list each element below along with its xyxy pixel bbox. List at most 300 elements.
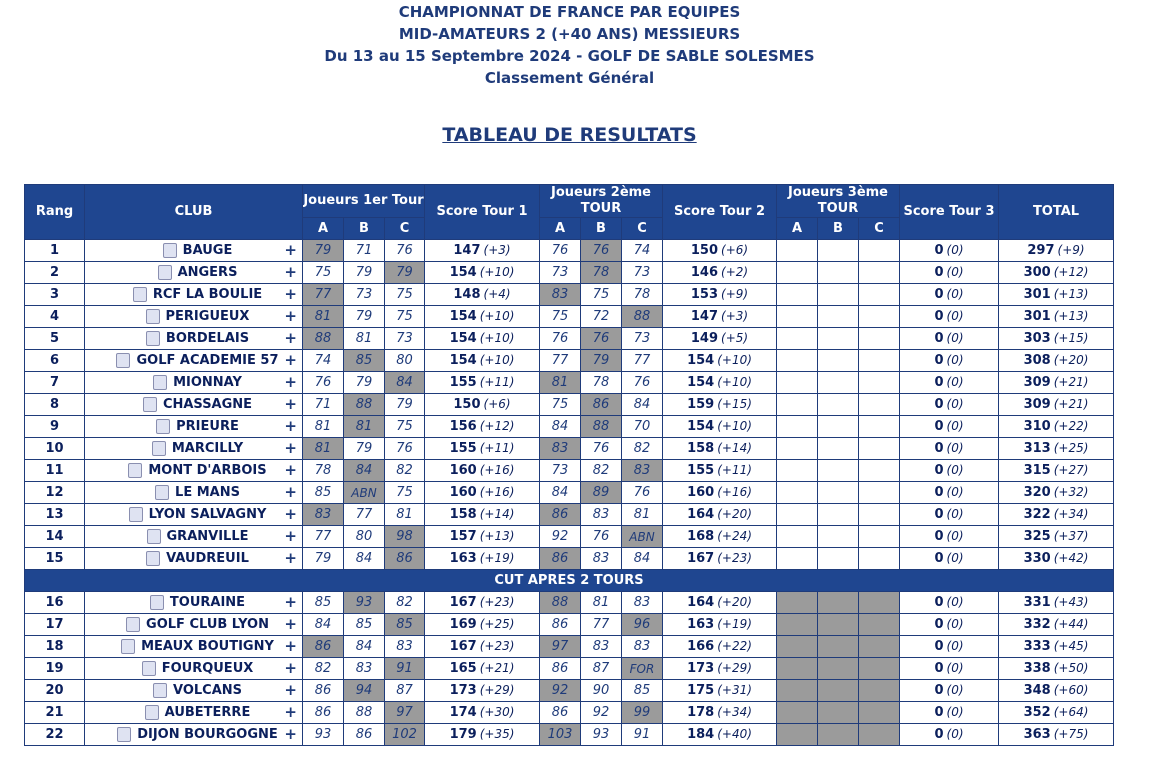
total-par-diff: (+60)	[1053, 683, 1089, 697]
player-score-t3	[818, 680, 859, 702]
expand-plus-icon[interactable]: +	[284, 351, 297, 369]
expand-plus-icon[interactable]: +	[284, 395, 297, 413]
rank-cell: 17	[25, 614, 85, 636]
score-value: 167	[687, 551, 715, 566]
table-row	[25, 724, 1114, 746]
total-cell	[999, 592, 1114, 614]
player-score-t1: 85	[385, 614, 425, 636]
score-value: 150	[453, 397, 481, 412]
player-score-t3	[818, 284, 859, 306]
total-value: 330	[1023, 551, 1051, 566]
player-score-t1: 93	[303, 724, 344, 746]
expand-plus-icon[interactable]: +	[284, 483, 297, 501]
expand-plus-icon[interactable]: +	[284, 527, 297, 545]
player-score-t3	[818, 460, 859, 482]
player-score-t2: 76	[581, 328, 622, 350]
club-logo-icon	[156, 419, 170, 434]
player-score-t2: 85	[622, 680, 663, 702]
score-tour2-cell	[663, 262, 777, 284]
rank-cell: 18	[25, 636, 85, 658]
total-value: 348	[1023, 683, 1051, 698]
score-par-diff: (+16)	[479, 485, 515, 499]
player-score-t3	[777, 636, 818, 658]
player-score-t1: 79	[344, 262, 385, 284]
score-tour1-cell	[425, 328, 540, 350]
col-t3-c: C	[859, 218, 900, 240]
rank-cell: 10	[25, 438, 85, 460]
total-value: 313	[1023, 441, 1051, 456]
total-cell	[999, 460, 1114, 482]
club-name: GOLF ACADEMIE 57	[136, 353, 279, 368]
player-score-t3	[859, 636, 900, 658]
table-row	[25, 262, 1114, 284]
club-logo-icon	[150, 595, 164, 610]
col-score-tour1: Score Tour 1	[425, 185, 540, 240]
player-score-t2: 82	[622, 438, 663, 460]
player-score-t2: 76	[622, 372, 663, 394]
ranking-title: Classement Général	[484, 69, 655, 87]
score-value: 150	[690, 243, 719, 258]
club-cell	[85, 724, 303, 746]
total-value: 325	[1023, 529, 1051, 544]
score-value: 149	[690, 331, 719, 346]
club-cell	[85, 416, 303, 438]
player-score-t3	[818, 240, 859, 262]
score-par-diff: (+4)	[483, 287, 511, 301]
rank-cell: 12	[25, 482, 85, 504]
table-row	[25, 460, 1114, 482]
player-score-t3	[859, 504, 900, 526]
player-score-t3	[777, 482, 818, 504]
player-score-t1: 79	[303, 548, 344, 570]
player-score-t3	[777, 548, 818, 570]
total-cell	[999, 680, 1114, 702]
club-logo-icon	[143, 397, 157, 412]
score-par-diff: (+13)	[479, 529, 515, 543]
col-score-tour3: Score Tour 3	[900, 185, 999, 240]
rank-cell: 9	[25, 416, 85, 438]
player-score-t3	[859, 460, 900, 482]
score-tour2-cell	[663, 504, 777, 526]
total-cell	[999, 482, 1114, 504]
col-joueurs-tour1: Joueurs 1er Tour	[303, 185, 425, 218]
player-score-t1: 84	[344, 548, 385, 570]
player-score-t3	[859, 658, 900, 680]
player-score-t2: 77	[581, 614, 622, 636]
club-cell	[85, 284, 303, 306]
player-score-t3	[859, 262, 900, 284]
table-row	[25, 438, 1114, 460]
total-value: 301	[1023, 309, 1051, 324]
player-score-t1: 82	[385, 460, 425, 482]
score-value: 148	[453, 287, 481, 302]
player-score-t1: 98	[385, 526, 425, 548]
score-par-diff: (+10)	[479, 353, 515, 367]
player-score-t3	[777, 350, 818, 372]
expand-plus-icon[interactable]: +	[284, 461, 297, 479]
score-par-diff: (+12)	[479, 419, 515, 433]
expand-plus-icon[interactable]: +	[284, 417, 297, 435]
player-score-t1: 73	[385, 328, 425, 350]
expand-plus-icon[interactable]: +	[284, 505, 297, 523]
col-t2-b: B	[581, 218, 622, 240]
player-score-t1: 77	[344, 504, 385, 526]
expand-plus-icon[interactable]: +	[284, 241, 297, 259]
total-value: 297	[1027, 243, 1055, 258]
score-value: 184	[687, 727, 715, 742]
player-score-t2: 77	[622, 350, 663, 372]
expand-plus-icon[interactable]: +	[284, 637, 297, 655]
total-par-diff: (+32)	[1053, 485, 1089, 499]
club-cell	[85, 350, 303, 372]
score-value: 0	[934, 265, 944, 280]
expand-plus-icon[interactable]: +	[284, 285, 297, 303]
score-value: 154	[687, 375, 715, 390]
score-tour3-cell	[900, 306, 999, 328]
total-value: 309	[1023, 397, 1051, 412]
score-value: 160	[687, 485, 715, 500]
score-value: 147	[453, 243, 481, 258]
score-tour1-cell	[425, 614, 540, 636]
player-score-t3	[777, 658, 818, 680]
player-score-t1: 88	[344, 394, 385, 416]
score-par-diff: (0)	[946, 617, 964, 631]
score-value: 157	[449, 529, 477, 544]
player-score-t3	[859, 548, 900, 570]
score-par-diff: (0)	[946, 397, 964, 411]
score-tour2-cell	[663, 372, 777, 394]
score-par-diff: (+3)	[721, 309, 749, 323]
player-score-t3	[859, 284, 900, 306]
score-par-diff: (+6)	[483, 397, 511, 411]
table-row	[25, 614, 1114, 636]
player-score-t2: 89	[581, 482, 622, 504]
total-cell	[999, 394, 1114, 416]
player-score-t1: 88	[303, 328, 344, 350]
player-score-t2: 81	[622, 504, 663, 526]
total-value: 363	[1023, 727, 1051, 742]
player-score-t2: 86	[540, 504, 581, 526]
expand-plus-icon[interactable]: +	[284, 725, 297, 743]
rank-cell: 11	[25, 460, 85, 482]
score-tour3-cell	[900, 350, 999, 372]
player-score-t2: 76	[540, 328, 581, 350]
player-score-t2: 77	[540, 350, 581, 372]
score-par-diff: (0)	[946, 463, 964, 477]
table-row	[25, 372, 1114, 394]
player-score-t2: 96	[622, 614, 663, 636]
score-value: 169	[449, 617, 477, 632]
score-tour1-cell	[425, 284, 540, 306]
player-score-t1: 97	[385, 702, 425, 724]
score-value: 155	[687, 463, 715, 478]
col-rang: Rang	[25, 185, 85, 240]
player-score-t2: 82	[581, 460, 622, 482]
club-logo-icon	[152, 441, 166, 456]
total-cell	[999, 724, 1114, 746]
player-score-t2: 74	[622, 240, 663, 262]
club-name: MIONNAY	[173, 375, 242, 390]
total-par-diff: (+13)	[1053, 287, 1089, 301]
score-tour3-cell	[900, 636, 999, 658]
player-score-t3	[859, 724, 900, 746]
club-logo-icon	[146, 331, 160, 346]
score-tour2-cell	[663, 482, 777, 504]
score-par-diff: (0)	[946, 419, 964, 433]
score-value: 159	[687, 397, 715, 412]
total-par-diff: (+45)	[1053, 639, 1089, 653]
score-value: 0	[934, 551, 944, 566]
score-value: 175	[687, 683, 715, 698]
total-par-diff: (+9)	[1057, 243, 1085, 257]
score-tour3-cell	[900, 372, 999, 394]
table-row	[25, 416, 1114, 438]
player-score-t2: 73	[622, 262, 663, 284]
player-score-t3	[777, 460, 818, 482]
table-row	[25, 526, 1114, 548]
player-score-t1: 75	[385, 416, 425, 438]
total-value: 309	[1023, 375, 1051, 390]
player-score-t3	[777, 702, 818, 724]
player-score-t2: 76	[540, 240, 581, 262]
club-logo-icon	[158, 265, 172, 280]
score-tour1-cell	[425, 680, 540, 702]
player-score-t1: 78	[303, 460, 344, 482]
player-score-t1: 71	[344, 240, 385, 262]
total-par-diff: (+75)	[1053, 727, 1089, 741]
expand-plus-icon[interactable]: +	[284, 659, 297, 677]
player-score-t2: 78	[581, 372, 622, 394]
player-score-t1: 84	[303, 614, 344, 636]
score-value: 165	[449, 661, 477, 676]
player-score-t2: 83	[581, 504, 622, 526]
rank-cell: 21	[25, 702, 85, 724]
total-cell	[999, 372, 1114, 394]
score-value: 0	[934, 683, 944, 698]
score-par-diff: (+15)	[717, 397, 752, 411]
player-score-t2: 92	[581, 702, 622, 724]
club-name: VOLCANS	[172, 683, 242, 698]
player-score-t2: 70	[622, 416, 663, 438]
score-value: 154	[687, 419, 715, 434]
player-score-t2: 73	[622, 328, 663, 350]
total-par-diff: (+43)	[1053, 595, 1089, 609]
score-value: 160	[449, 463, 477, 478]
table-row	[25, 680, 1114, 702]
player-score-t1: 102	[385, 724, 425, 746]
club-name: CHASSAGNE	[162, 397, 253, 412]
score-tour1-cell	[425, 548, 540, 570]
score-par-diff: (+10)	[479, 265, 515, 279]
col-t2-a: A	[540, 218, 581, 240]
total-cell	[999, 416, 1114, 438]
score-par-diff: (0)	[946, 661, 964, 675]
player-score-t1: 82	[385, 592, 425, 614]
score-value: 0	[934, 441, 944, 456]
table-row	[25, 636, 1114, 658]
total-par-diff: (+21)	[1053, 375, 1089, 389]
expand-plus-icon[interactable]: +	[284, 681, 297, 699]
player-score-t1: 86	[303, 702, 344, 724]
score-tour1-cell	[425, 240, 540, 262]
score-par-diff: (+6)	[721, 243, 749, 257]
expand-plus-icon[interactable]: +	[284, 549, 297, 567]
score-value: 0	[934, 617, 944, 632]
score-par-diff: (0)	[946, 705, 964, 719]
club-cell	[85, 240, 303, 262]
club-cell	[85, 680, 303, 702]
club-name: MONT D'ARBOIS	[148, 463, 267, 478]
expand-plus-icon[interactable]: +	[284, 615, 297, 633]
results-table	[24, 184, 1114, 746]
total-par-diff: (+34)	[1053, 507, 1089, 521]
score-tour2-cell	[663, 240, 777, 262]
club-logo-icon	[142, 661, 156, 676]
player-score-t1: 79	[344, 372, 385, 394]
club-name: GRANVILLE	[166, 529, 249, 544]
player-score-t1: 84	[344, 636, 385, 658]
score-value: 174	[449, 705, 477, 720]
score-tour1-cell	[425, 306, 540, 328]
club-cell	[85, 526, 303, 548]
expand-plus-icon[interactable]: +	[284, 593, 297, 611]
player-score-t2: 84	[622, 548, 663, 570]
player-score-t2: 86	[540, 548, 581, 570]
score-value: 146	[690, 265, 719, 280]
score-value: 154	[449, 353, 477, 368]
player-score-t2: 76	[622, 482, 663, 504]
player-score-t1: 76	[385, 438, 425, 460]
score-tour3-cell	[900, 328, 999, 350]
score-tour2-cell	[663, 680, 777, 702]
score-par-diff: (+20)	[717, 507, 752, 521]
club-logo-icon	[153, 683, 167, 698]
expand-plus-icon[interactable]: +	[284, 329, 297, 347]
player-score-t1: 73	[344, 284, 385, 306]
player-score-t2: FOR	[622, 658, 663, 680]
score-par-diff: (+29)	[717, 661, 752, 675]
player-score-t2: 78	[581, 262, 622, 284]
player-score-t3	[859, 592, 900, 614]
expand-plus-icon[interactable]: +	[284, 373, 297, 391]
score-value: 158	[449, 507, 477, 522]
player-score-t2: 83	[540, 438, 581, 460]
score-tour2-cell	[663, 526, 777, 548]
score-value: 163	[449, 551, 477, 566]
player-score-t3	[818, 504, 859, 526]
score-value: 160	[449, 485, 477, 500]
score-par-diff: (+30)	[479, 705, 515, 719]
score-par-diff: (+20)	[717, 595, 752, 609]
player-score-t3	[859, 680, 900, 702]
score-tour3-cell	[900, 702, 999, 724]
expand-plus-icon[interactable]: +	[284, 263, 297, 281]
player-score-t1: 77	[303, 284, 344, 306]
score-par-diff: (+2)	[721, 265, 749, 279]
player-score-t2: 88	[622, 306, 663, 328]
total-cell	[999, 328, 1114, 350]
player-score-t1: 87	[385, 680, 425, 702]
table-row	[25, 350, 1114, 372]
score-tour3-cell	[900, 240, 999, 262]
score-tour2-cell	[663, 592, 777, 614]
player-score-t1: 79	[385, 394, 425, 416]
rank-cell: 15	[25, 548, 85, 570]
score-tour1-cell	[425, 416, 540, 438]
score-tour2-cell	[663, 548, 777, 570]
total-value: 315	[1023, 463, 1051, 478]
club-logo-icon	[153, 375, 167, 390]
club-name: DIJON BOURGOGNE	[137, 727, 278, 742]
score-par-diff: (0)	[946, 243, 964, 257]
score-value: 0	[934, 463, 944, 478]
score-value: 163	[687, 617, 715, 632]
total-value: 332	[1023, 617, 1051, 632]
score-par-diff: (+16)	[479, 463, 515, 477]
total-value: 331	[1023, 595, 1051, 610]
total-par-diff: (+64)	[1053, 705, 1089, 719]
player-score-t1: 86	[344, 724, 385, 746]
table-row	[25, 306, 1114, 328]
total-cell	[999, 240, 1114, 262]
player-score-t3	[818, 306, 859, 328]
score-tour2-cell	[663, 284, 777, 306]
table-row	[25, 592, 1114, 614]
score-par-diff: (+10)	[479, 309, 515, 323]
player-score-t3	[859, 438, 900, 460]
club-cell	[85, 262, 303, 284]
player-score-t3	[777, 284, 818, 306]
club-cell	[85, 614, 303, 636]
score-par-diff: (+11)	[479, 375, 515, 389]
player-score-t1: 75	[385, 284, 425, 306]
player-score-t2: 86	[581, 394, 622, 416]
total-value: 303	[1023, 331, 1051, 346]
club-cell	[85, 702, 303, 724]
score-par-diff: (+10)	[717, 353, 752, 367]
score-value: 0	[934, 287, 944, 302]
player-score-t3	[859, 240, 900, 262]
total-value: 300	[1023, 265, 1051, 280]
player-score-t1: 83	[303, 504, 344, 526]
rank-cell: 4	[25, 306, 85, 328]
player-score-t2: 83	[622, 592, 663, 614]
score-tour1-cell	[425, 636, 540, 658]
player-score-t2: 86	[540, 614, 581, 636]
player-score-t2: 88	[581, 416, 622, 438]
club-cell	[85, 372, 303, 394]
player-score-t1: 74	[303, 350, 344, 372]
rank-cell: 5	[25, 328, 85, 350]
total-value: 310	[1023, 419, 1051, 434]
cut-label: CUT APRES 2 TOURS	[25, 570, 1114, 592]
table-row	[25, 548, 1114, 570]
total-par-diff: (+12)	[1053, 265, 1089, 279]
total-value: 333	[1023, 639, 1051, 654]
total-cell	[999, 702, 1114, 724]
player-score-t2: 81	[540, 372, 581, 394]
player-score-t1: 88	[344, 702, 385, 724]
score-par-diff: (0)	[946, 727, 964, 741]
score-par-diff: (+23)	[479, 595, 515, 609]
total-cell	[999, 636, 1114, 658]
player-score-t3	[859, 526, 900, 548]
expand-plus-icon[interactable]: +	[284, 703, 297, 721]
expand-plus-icon[interactable]: +	[284, 439, 297, 457]
expand-plus-icon[interactable]: +	[284, 307, 297, 325]
score-tour1-cell	[425, 658, 540, 680]
player-score-t2: 76	[581, 240, 622, 262]
